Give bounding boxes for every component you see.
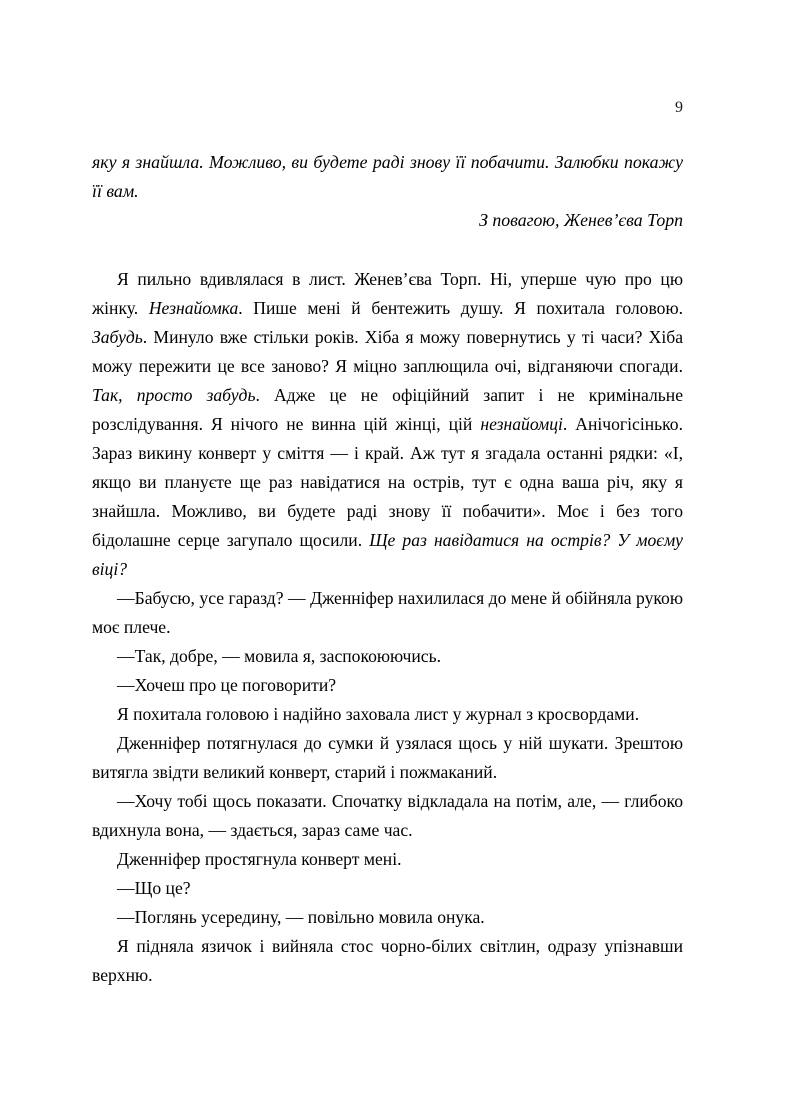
plain-text: —Хочу тобі щось показати. Спочатку відкладала на потім, але, — глибоко вдихнула вона, — здається, зараз саме час. [92, 791, 683, 840]
plain-text: . Адже це не офіційний запит і не кримінальне розслідування. Я нічого не винна цій жінці, цій [92, 385, 683, 434]
plain-text: Дженніфер потягнулася до сумки й узялася щось у ній шукати. Зрештою витягла звідти великий конверт, старий і пожмаканий. [92, 733, 683, 782]
emphasis-text: Забудь [92, 327, 143, 347]
plain-text: Я пильно вдивлялася в лист. Женев’єва Торп. Ні, уперше чую про цю жінку. [92, 269, 683, 318]
emphasis-text: Ще раз навідатися на острів? У моєму віці? [92, 530, 683, 579]
dialogue-grandmother-ok [92, 584, 683, 642]
page-number: 9 [675, 99, 683, 116]
text-block [92, 148, 683, 990]
plain-text: —Хочеш про це поговорити? [117, 675, 337, 695]
plain-text: Я похитала головою і надійно заховала лист у журнал з кросвордами. [117, 704, 640, 724]
plain-text: . Минуло вже стільки років. Хіба я можу повернутись у ті часи? Хіба можу пережити це все заново? Я міцно заплющила очі, відганяючи спогади. [92, 327, 683, 376]
plain-text: —Що це? [117, 878, 191, 898]
dialogue-look-inside [92, 903, 683, 932]
emphasis-text: Незнайомка [148, 298, 239, 318]
plain-text: —Бабусю, усе гаразд? — Дженніфер нахилилася до мене й обійняла рукою моє плече. [92, 588, 683, 637]
letter-signoff: З повагою, Женев’єва Торп [479, 210, 683, 230]
plain-text: Я підняла язичок і вийняла стос чорно-білих світлин, одразу упізнавши верхню. [92, 936, 683, 985]
dialogue-want-to-talk [92, 671, 683, 700]
plain-text: . Пише мені й бентежить душу. Я похитала головою. [238, 298, 683, 318]
dialogue-yes-fine [92, 642, 683, 671]
paragraph-jennifer-bag [92, 729, 683, 787]
paragraph-hid-letter [92, 700, 683, 729]
dialogue-what-is-it [92, 874, 683, 903]
paragraph-handed-envelope [92, 845, 683, 874]
plain-text: . Анічогісінько. Зараз викину конверт у сміття — і край. Аж тут я згадала останні рядки: «І, якщо ви плануєте ще раз навідатися на острів, тут є одна ваша річ, яку я знайшла. Можливо, ви будете раді знову її побачити». Моє і без того бідолашне серце загупало щосили. [92, 414, 684, 550]
plain-text: —Поглянь усередину, — повільно мовила онука. [117, 907, 485, 927]
dialogue-show-you-something [92, 787, 683, 845]
emphasis-text: Так, просто забудь [92, 385, 256, 405]
letter-excerpt: яку я знайшла. Можливо, ви будете раді знову її побачити. Залюбки покажу її вам. [92, 152, 683, 201]
paragraph-staring-at-letter [92, 265, 683, 584]
section-gap [92, 235, 683, 265]
narrative-body [92, 265, 683, 990]
emphasis-text: незнайомці [480, 414, 563, 434]
plain-text: Дженніфер простягнула конверт мені. [117, 849, 402, 869]
paragraph-photographs [92, 932, 683, 990]
plain-text: —Так, добре, — мовила я, заспокоюючись. [117, 646, 442, 666]
